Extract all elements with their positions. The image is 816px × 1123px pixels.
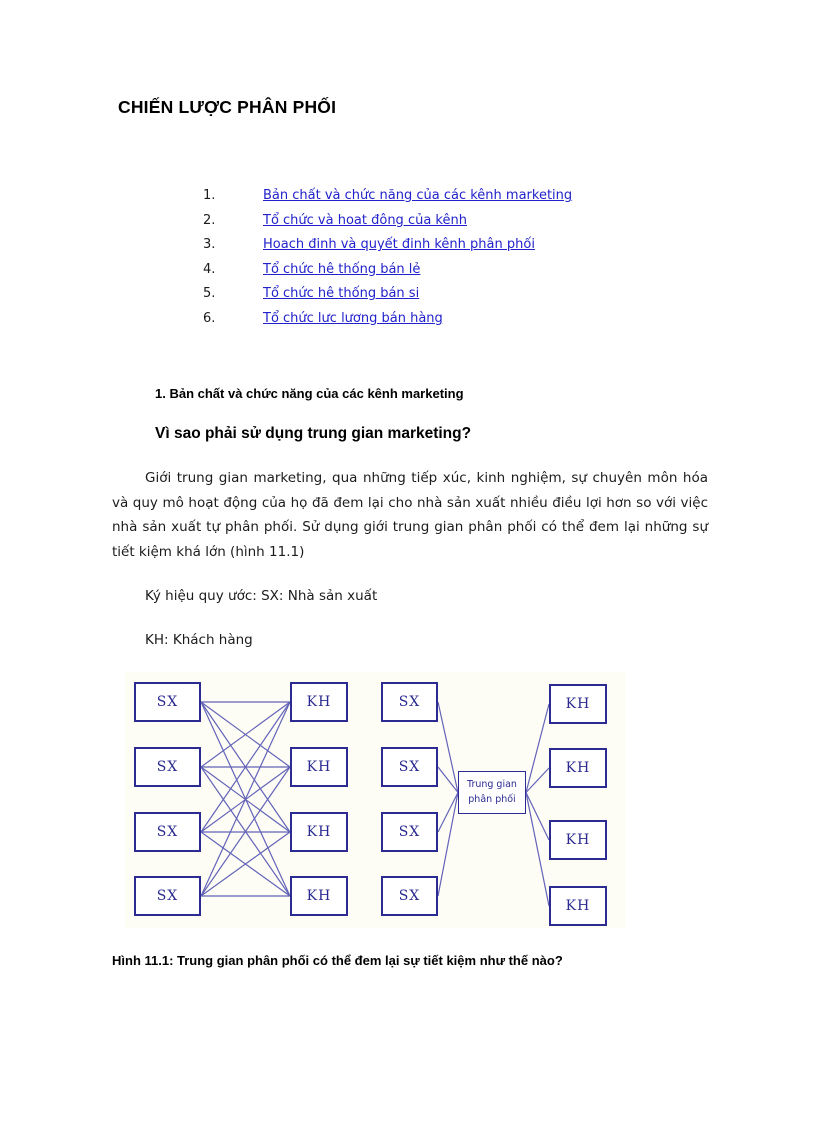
sx-producer-box: SX [134, 747, 201, 787]
figure-caption: Hình 11.1: Trung gian phân phối có thể đem lại sự tiết kiệm như thế nào? [112, 953, 563, 968]
kh-customer-box: KH [290, 682, 348, 722]
sx-producer-box: SX [381, 876, 438, 916]
figure-11-1-diagram [125, 672, 625, 928]
intermediary-box-label-line: Trung gian [467, 778, 517, 790]
toc-item [203, 262, 572, 287]
toc-item-number: 4. [203, 261, 216, 277]
toc-link-hoach-dinh-kenh[interactable]: Hoach đinh và quyết đinh kênh phân phối [263, 237, 535, 252]
kh-customer-box: KH [290, 812, 348, 852]
question-heading: Vì sao phải sử dụng trung gian marketing? [155, 425, 472, 442]
page-title: CHIẾN LƯỢC PHÂN PHỐI [118, 97, 337, 117]
toc-item [203, 237, 572, 262]
toc-link-he-thong-ban-le[interactable]: Tổ chức hê thống bán lẻ [263, 261, 421, 277]
toc-item-number: 5. [203, 286, 216, 301]
section-heading: 1. Bản chất và chức năng của các kênh marketing [155, 386, 464, 401]
kh-customer-box: KH [549, 886, 607, 926]
toc-item [203, 311, 572, 336]
kh-customer-box: KH [290, 876, 348, 916]
toc-item [203, 213, 572, 238]
toc-item [203, 188, 572, 213]
intermediary-box-label-line: phân phối [468, 793, 516, 805]
sx-producer-box: SX [134, 682, 201, 722]
legend-producer: Ký hiệu quy ước: SX: Nhà sản xuất [145, 588, 378, 604]
sx-producer-box: SX [134, 812, 201, 852]
body-paragraph: Giới trung gian marketing, qua những tiếp xúc, kinh nghiệm, sự chuyên môn hóa và quy mô hoạt động của họ đã đem lại cho nhà sản xuất nhiều điều lợi hơn so với việc nhà sản xuất tự phân phối. Sử dụng giới trung gian phân phối có thể đem lại những sự tiết kiệm khá lớn (hình 11.1) [112, 470, 708, 560]
kh-customer-box: KH [549, 820, 607, 860]
sx-producer-box: SX [381, 747, 438, 787]
sx-producer-box: SX [381, 812, 438, 852]
toc-item-number: 2. [203, 212, 216, 228]
sx-producer-box: SX [134, 876, 201, 916]
legend-customer: KH: Khách hàng [145, 632, 253, 648]
kh-customer-box: KH [290, 747, 348, 787]
toc-item-number: 1. [203, 188, 216, 203]
toc-link-luc-luong-ban-hang[interactable]: Tổ chức lưc lương bán hàng [263, 310, 443, 326]
toc-item-number: 6. [203, 310, 216, 326]
toc-item [203, 286, 572, 311]
toc-link-ban-chat-chuc-nang[interactable]: Bản chất và chức năng của các kênh marketing [263, 188, 573, 203]
toc-item-number: 3. [203, 237, 216, 252]
intermediary-box [458, 771, 526, 814]
sx-producer-box: SX [381, 682, 438, 722]
toc-link-he-thong-ban-si[interactable]: Tổ chức hê thống bán si [263, 286, 420, 301]
toc-link-to-chuc-hoat-dong[interactable]: Tổ chức và hoat đông của kênh [263, 212, 467, 228]
kh-customer-box: KH [549, 748, 607, 788]
table-of-contents [203, 188, 572, 335]
kh-customer-box: KH [549, 684, 607, 724]
